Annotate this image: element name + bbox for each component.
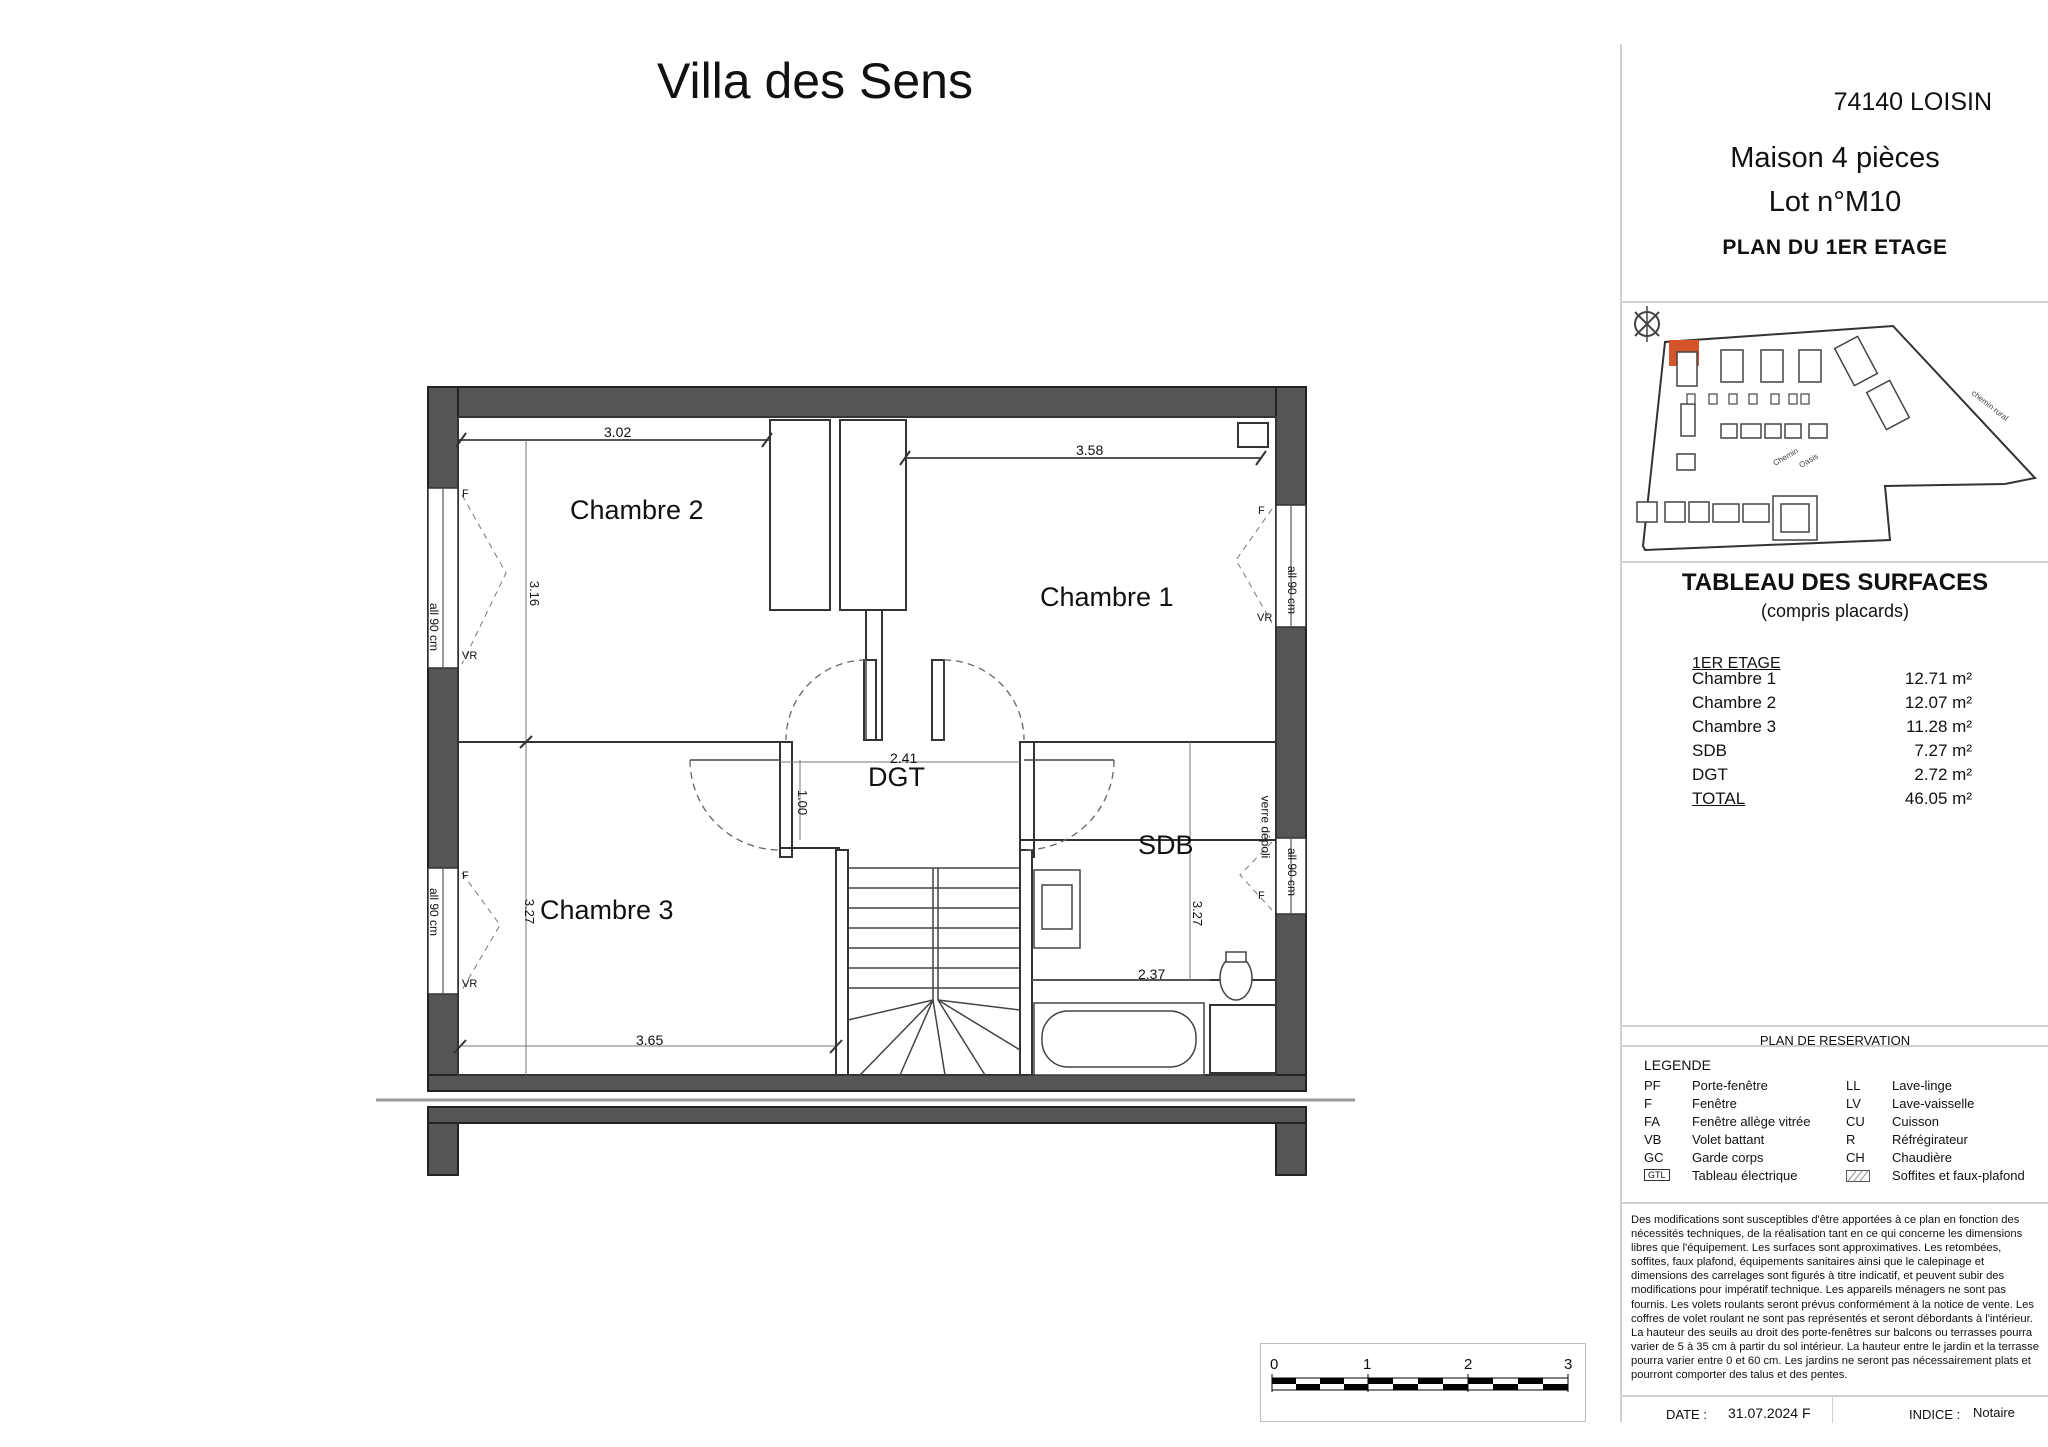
room-label-chambre1: Chambre 1 xyxy=(1040,582,1174,612)
date-label: DATE : xyxy=(1666,1407,1707,1422)
reservation-title: PLAN DE RESERVATION xyxy=(1759,1033,1911,1048)
legend-code: F xyxy=(1644,1096,1652,1111)
legend-label: Fenêtre allège vitrée xyxy=(1692,1114,1811,1129)
surfaces-title: TABLEAU DES SURFACES xyxy=(1681,569,1989,596)
room-label-sdb: SDB xyxy=(1138,830,1194,860)
dim-ch1-width: 3.58 xyxy=(1076,442,1104,458)
document-title: Villa des Sens xyxy=(657,53,973,109)
divider xyxy=(1620,301,2048,303)
legend-label: Soffites et faux-plafond xyxy=(1892,1168,2025,1183)
divider xyxy=(1620,1025,2048,1027)
dim-ch2-depth: 3.16 xyxy=(527,580,543,607)
surface-row-name: Chambre 2 xyxy=(1692,693,1777,712)
surface-total-area: 46.05 m² xyxy=(1904,789,1972,808)
window-annotation-right-top: all 90 cm xyxy=(1285,565,1300,615)
legend-code: GC xyxy=(1644,1150,1664,1165)
index-value: Notaire xyxy=(1973,1405,2015,1420)
legend-code: LV xyxy=(1846,1096,1861,1111)
north-arrow-icon xyxy=(1635,306,1659,342)
dim-ch2-width: 3.02 xyxy=(604,424,632,440)
scale-label: 3 xyxy=(1564,1356,1573,1373)
legend-label: Fenêtre xyxy=(1692,1096,1737,1111)
legend-code: CU xyxy=(1846,1114,1865,1129)
annotation-f-3: F xyxy=(1258,505,1265,517)
road-label: chemin rural xyxy=(1969,388,2010,423)
annotation-vr-3: VR xyxy=(1257,612,1273,624)
oasis-label: Oasis xyxy=(1797,451,1820,470)
legend-code: FA xyxy=(1644,1114,1660,1129)
surface-row-area: 12.71 m² xyxy=(1904,669,1972,688)
surface-row-area: 2.72 m² xyxy=(1914,765,1972,784)
surface-row-area: 12.07 m² xyxy=(1904,693,1972,712)
dim-dgt-width: 2.41 xyxy=(890,750,918,766)
plan-name: PLAN DU 1ER ETAGE xyxy=(1722,236,1948,259)
legend-code: CH xyxy=(1846,1150,1865,1165)
room-label-chambre3: Chambre 3 xyxy=(540,895,674,925)
dim-dgt-depth: 1.00 xyxy=(795,789,811,816)
surface-row-name: Chambre 3 xyxy=(1692,717,1777,736)
surface-row-area: 11.28 m² xyxy=(1906,717,1972,736)
legend-code: LL xyxy=(1846,1078,1861,1093)
surface-row-name: SDB xyxy=(1692,741,1727,760)
property-type: Maison 4 pièces xyxy=(1730,142,1940,174)
window-annotation-left-top: all 90 cm xyxy=(427,602,442,652)
dim-ch3-depth: 3.27 xyxy=(522,898,538,925)
dim-ch3-width: 3.65 xyxy=(636,1032,664,1048)
path-label: Chemin xyxy=(1771,446,1800,468)
surfaces-subtitle: (compris placards) xyxy=(1760,601,1910,621)
room-label-dgt: DGT xyxy=(868,762,925,792)
window-annotation-right-bottom: all 90 cm xyxy=(1285,847,1300,897)
legend-code: VB xyxy=(1644,1132,1662,1147)
legend-label: Réfrégirateur xyxy=(1892,1132,1968,1147)
divider xyxy=(1620,561,2048,563)
annotation-vr-2: VR xyxy=(462,978,478,990)
index-label: INDICE : xyxy=(1909,1407,1961,1422)
legend-code: GTL xyxy=(1644,1169,1670,1181)
soffite-hatch-icon xyxy=(1846,1170,1870,1182)
legend-label: Porte-fenêtre xyxy=(1692,1078,1768,1093)
legend-label: Chaudière xyxy=(1892,1150,1952,1165)
city-label: 74140 LOISIN xyxy=(1833,88,1992,116)
disclaimer-text: Des modifications sont susceptibles d'être apportées à ce plan en fonction des nécessités techniques, de la réalisation tant en ce qui concerne les dimensions libres que l'équipement. Les surfaces sont approximatives. Les retombées, soffites, faux plafond, équipements sanitaires ainsi que le calepinage et dimensions des carrelages sont figurés à titre indicatif, et peuvent subir des modifications pour impératif technique. Les appareils ménagers ne sont pas fournis. Les volets roulants seront prévus conformément à la notice de vente. Les coffres de volet roulant ne sont pas représentés et seront débordants à l'intérieur. La hauteur des seuils au droit des porte-fenêtres sur balcons ou terrasses pourra varier de 5 à 35 cm à partir du sol intérieur. La hauteur entre le jardin et la terrasse pourra varier entre 0 et 60 cm. Les jardins ne seront pas nécessairement plats et pourront comporter des talus et des pentes. xyxy=(1631,1214,2039,1382)
legend-label: Volet battant xyxy=(1692,1132,1765,1147)
scale-bar xyxy=(1268,1374,1574,1396)
legend-label: Tableau électrique xyxy=(1692,1168,1798,1183)
divider xyxy=(1620,1202,2048,1204)
annotation-verre-depoli: verre dépoli xyxy=(1258,795,1273,859)
window-annotation-left-bottom: all 90 cm xyxy=(427,887,442,937)
surface-row-name: DGT xyxy=(1692,765,1728,784)
surface-row-name: Chambre 1 xyxy=(1692,669,1777,688)
lot-number: Lot n°M10 xyxy=(1768,186,1902,218)
annotation-f-2: F xyxy=(462,870,469,882)
surface-total-name: TOTAL xyxy=(1692,789,1746,808)
surface-row-area: 7.27 m² xyxy=(1914,741,1972,760)
scale-label: 1 xyxy=(1363,1356,1372,1373)
room-label-chambre2: Chambre 2 xyxy=(570,495,704,525)
legend-label: Garde corps xyxy=(1692,1150,1764,1165)
legend-title: LEGENDE xyxy=(1644,1057,1711,1073)
annotation-f-4: F xyxy=(1258,890,1265,902)
surfaces-floor-label: 1ER ETAGE xyxy=(1692,655,1781,672)
legend-label: Lave-vaisselle xyxy=(1892,1096,1975,1111)
annotation-vr-1: VR xyxy=(462,650,478,662)
date-value: 31.07.2024 F xyxy=(1728,1405,1811,1421)
divider xyxy=(1620,1395,2048,1397)
site-plan-thumbnail xyxy=(1625,304,2045,558)
legend-code: PF xyxy=(1644,1078,1661,1093)
scale-label: 2 xyxy=(1464,1356,1473,1373)
scale-label: 0 xyxy=(1270,1356,1279,1373)
annotation-f-1: F xyxy=(462,488,469,500)
legend-label: Lave-linge xyxy=(1892,1078,1952,1093)
dim-sdb-width: 2.37 xyxy=(1138,966,1166,982)
legend-code: R xyxy=(1846,1132,1856,1147)
footer-divider xyxy=(1832,1397,1833,1423)
dim-sdb-depth: 3.27 xyxy=(1190,900,1206,927)
legend-label: Cuisson xyxy=(1892,1114,1939,1129)
